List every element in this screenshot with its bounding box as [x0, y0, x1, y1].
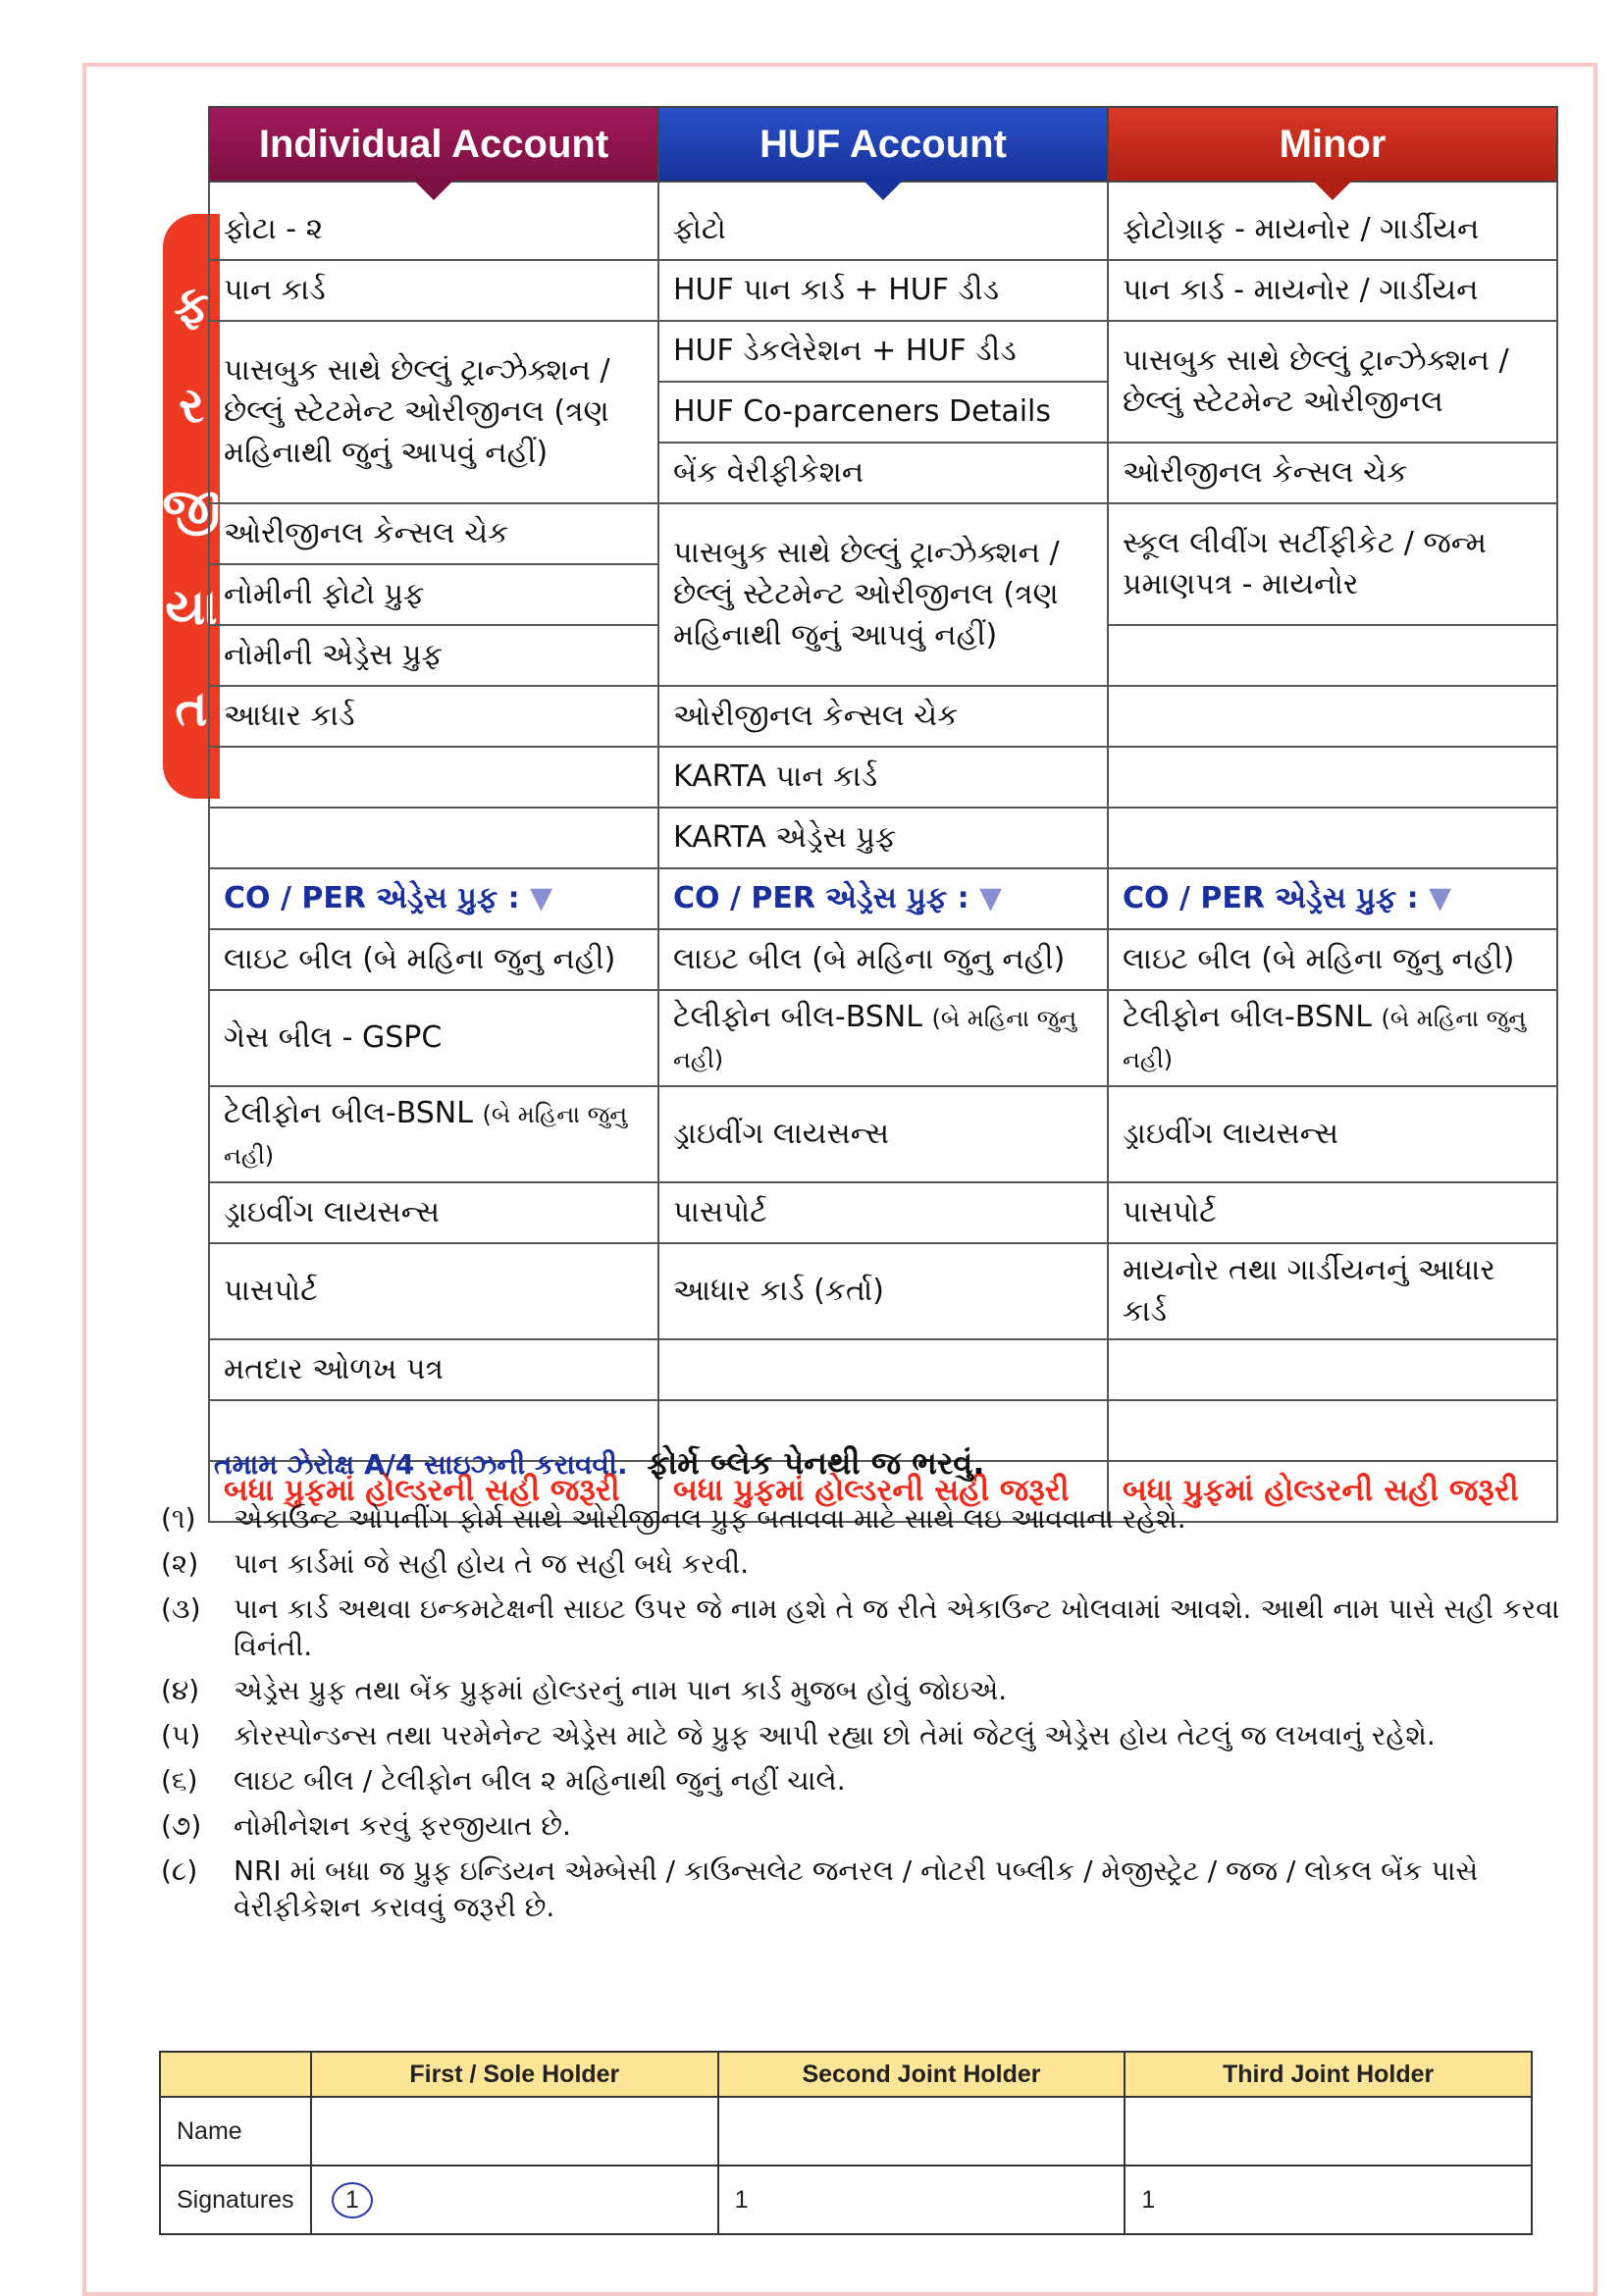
instruction-number: (૭)	[161, 1808, 202, 1842]
holder-signature-row	[160, 2166, 1532, 2234]
holder-table	[159, 2051, 1533, 2235]
signature-marker: 1	[332, 2182, 373, 2218]
document-cell: પાન કાર્ડ - માયનોર / ગાર્ડીયન	[1108, 260, 1557, 321]
document-cell	[1108, 625, 1557, 686]
address-proof-cell	[658, 1086, 1108, 1182]
instruction-text: પાન કાર્ડ અથવા ઇન્કમટેક્ષની સાઇટ ઉપર જે નામ હશે તે જ રીતે એકાઉન્ટ ખોલવામાં આવશે. આથી નામ પાસે સહી કરવા વિનંતી.	[234, 1592, 1560, 1662]
address-proof-cell	[1108, 1339, 1557, 1400]
document-cell: પાસબુક સાથે છેલ્લું ટ્રાન્ઝેક્શન / છેલ્લું સ્ટેટમેન્ટ ઓરીજીનલ	[1108, 321, 1557, 443]
instruction-item	[161, 1762, 1574, 1800]
instruction-text: કોરસ્પોન્ડન્સ તથા પરમેનેન્ટ એડ્રેસ માટે જે પ્રુફ આપી રહ્યા છો તેમાં જેટલું એડ્રેસ હોય તેટલું જ લખવાનું રહેશે.	[234, 1719, 1436, 1752]
address-proof-text: મતદાર ઓળખ પત્ર	[224, 1352, 444, 1386]
document-cell: બેંક વેરીફીકેશન	[658, 443, 1108, 503]
document-cell: પાસબુક સાથે છેલ્લું ટ્રાન્ઝેક્શન / છેલ્લું સ્ટેટમેન્ટ ઓરીજીનલ (ત્રણ મહિનાથી જુનું આપવું નહીં)	[658, 503, 1108, 686]
instruction-item	[161, 1807, 1574, 1845]
address-proof-row	[209, 929, 1557, 990]
address-proof-text: ડ્રાઇવીંગ લાયસન્સ	[224, 1195, 441, 1229]
down-triangle-icon: ▼	[530, 881, 553, 915]
document-cell: HUF પાન કાર્ડ + HUF ડીડ	[658, 260, 1108, 321]
address-proof-cell	[658, 1339, 1108, 1400]
header-pointer	[412, 179, 455, 200]
address-proof-cell	[658, 1182, 1108, 1243]
instruction-number: (૪)	[161, 1674, 200, 1707]
column-header-minor	[1108, 107, 1557, 182]
holder-header: Second Joint Holder	[718, 2052, 1126, 2097]
address-proof-text: આધાર કાર્ડ (કર્તા)	[673, 1274, 884, 1308]
signature-field[interactable]: 1	[1125, 2166, 1532, 2234]
address-proof-text: ડ્રાઇવીંગ લાયસન્સ	[1123, 1117, 1339, 1151]
address-proof-title: CO / PER એડ્રેસ પ્રુફ : ▼	[209, 868, 658, 929]
side-label-char: ફ	[174, 275, 209, 333]
address-proof-text: ડ્રાઇવીંગ લાયસન્સ	[673, 1117, 890, 1151]
instruction-number: (૫)	[161, 1719, 201, 1752]
instruction-text: લાઇટ બીલ / ટેલીફોન બીલ ૨ મહિનાથી જુનું નહીં ચાલે.	[234, 1763, 846, 1797]
column-header-huf	[658, 107, 1108, 182]
address-proof-note: (બે મહિના જુનુ નહી)	[224, 1101, 628, 1170]
document-row	[209, 260, 1557, 321]
row-label: Name	[160, 2097, 311, 2166]
signature-field[interactable]	[311, 2166, 718, 2234]
address-proof-note: (બે મહિના જુનુ નહી)	[673, 1005, 1077, 1073]
holder-table-corner	[160, 2052, 311, 2097]
document-cell: નોમીની ફોટો પ્રુફ	[209, 564, 658, 625]
side-label-char: યા	[165, 579, 218, 637]
intro-text: તમામ ઝેરોક્ષ A/4 સાઇઝની કરાવવી.	[214, 1448, 628, 1481]
address-proof-cell	[658, 1243, 1108, 1339]
down-triangle-icon: ▼	[1429, 881, 1452, 915]
instruction-text: પાન કાર્ડમાં જે સહી હોય તે જ સહી બધે કરવી.	[234, 1546, 750, 1580]
instruction-number: (૩)	[161, 1592, 201, 1625]
address-proof-cell	[1108, 1182, 1557, 1243]
address-proof-row	[209, 1182, 1557, 1243]
document-cell: ફોટા - ૨	[209, 182, 658, 260]
document-cell: HUF Co-parceners Details	[658, 382, 1108, 443]
address-proof-cell	[209, 990, 658, 1086]
document-cell: ફોટો	[658, 182, 1108, 260]
document-row	[209, 747, 1557, 808]
address-proof-text: ગેસ બીલ - GSPC	[224, 1020, 443, 1055]
name-field[interactable]	[718, 2097, 1126, 2166]
address-proof-cell	[658, 990, 1108, 1086]
document-cell: KARTA પાન કાર્ડ	[658, 747, 1108, 808]
instruction-number: (૧)	[161, 1502, 196, 1536]
column-header-individual	[209, 107, 658, 182]
address-proof-row	[209, 1339, 1557, 1400]
column-title: Individual Account	[258, 122, 609, 166]
signature-required-note: બધા પ્રુફમાં હોલ્ડરની સહી જરૂરી	[209, 1461, 658, 1522]
address-proof-cell	[1108, 990, 1557, 1086]
signature-field[interactable]: 1	[718, 2166, 1126, 2234]
side-label-char: જી	[162, 477, 221, 535]
document-row	[209, 808, 1557, 868]
address-proof-cell	[1108, 929, 1557, 990]
address-proof-cell	[658, 929, 1108, 990]
holder-header: Third Joint Holder	[1125, 2052, 1532, 2097]
address-proof-text: ટેલીફોન બીલ-BSNL	[1123, 1000, 1372, 1034]
down-triangle-icon: ▼	[979, 881, 1003, 915]
name-field[interactable]	[1125, 2097, 1532, 2166]
document-cell	[1108, 747, 1557, 808]
instruction-item	[161, 1500, 1574, 1538]
address-proof-cell	[209, 1182, 658, 1243]
row-label: Signatures	[160, 2166, 311, 2234]
address-proof-text: ટેલીફોન બીલ-BSNL	[224, 1096, 473, 1130]
address-proof-row	[209, 1243, 1557, 1339]
document-cell: નોમીની એડ્રેસ પ્રુફ	[209, 625, 658, 686]
document-cell: આધાર કાર્ડ	[209, 686, 658, 747]
document-cell: સ્કૂલ લીવીંગ સર્ટીફીકેટ / જન્મ પ્રમાણપત્ર - માયનોર	[1108, 503, 1557, 625]
instruction-item	[161, 1545, 1574, 1583]
header-pointer	[862, 179, 905, 200]
document-row	[209, 503, 1557, 564]
address-proof-text: માયનોર તથા ગાર્ડીયનનું આધાર કાર્ડ	[1123, 1253, 1495, 1329]
address-proof-text: લાઇટ બીલ (બે મહિના જુનુ નહી)	[224, 942, 616, 976]
name-field[interactable]	[311, 2097, 718, 2166]
column-title: HUF Account	[759, 122, 1007, 166]
document-cell: ઓરીજીનલ કેન્સલ ચેક	[209, 503, 658, 564]
signature-required-note: બધા પ્રુફમાં હોલ્ડરની સહી જરૂરી	[658, 1461, 1108, 1522]
requirements-table	[208, 106, 1558, 1523]
instruction-item	[161, 1591, 1574, 1665]
address-proof-cell	[209, 1339, 658, 1400]
instruction-number: (૬)	[161, 1763, 198, 1797]
address-proof-cell	[1108, 1243, 1557, 1339]
document-cell	[209, 808, 658, 868]
document-cell: પાન કાર્ડ	[209, 260, 658, 321]
holder-name-row	[160, 2097, 1532, 2166]
side-label-char: ત	[175, 680, 208, 738]
address-proof-row	[209, 1086, 1557, 1182]
instruction-text: એડ્રેસ પ્રુફ તથા બેંક પ્રુફમાં હોલ્ડરનું નામ પાન કાર્ડ મુજબ હોવું જોઇએ.	[234, 1674, 1008, 1707]
document-cell: HUF ડેકલેરેશન + HUF ડીડ	[658, 321, 1108, 382]
intro-emphasis: ફોર્મ બ્લેક પેનથી જ ભરવું.	[647, 1444, 985, 1482]
document-cell: પાસબુક સાથે છેલ્લું ટ્રાન્ઝેક્શન / છેલ્લું સ્ટેટમેન્ટ ઓરીજીનલ (ત્રણ મહિનાથી જુનું આપવું નહીં)	[209, 321, 658, 503]
address-proof-title: CO / PER એડ્રેસ પ્રુફ : ▼	[658, 868, 1108, 929]
document-row	[209, 321, 1557, 382]
holder-header: First / Sole Holder	[311, 2052, 718, 2097]
column-title: Minor	[1279, 122, 1387, 166]
document-cell	[209, 747, 658, 808]
address-proof-text: પાસપોર્ટ	[1123, 1195, 1217, 1229]
document-cell: KARTA એડ્રેસ પ્રુફ	[658, 808, 1108, 868]
document-row	[209, 686, 1557, 747]
instruction-item	[161, 1852, 1574, 1927]
notes-list	[161, 1500, 1574, 1926]
side-label-char: ર	[179, 376, 204, 434]
instruction-text: નોમીનેશન કરવું ફરજીયાત છે.	[234, 1808, 571, 1842]
instruction-text: NRI માં બધા જ પ્રુફ ઇન્ડિયન એમ્બેસી / કાઉન્સલેટ જનરલ / નોટરી પબ્લીક / મેજીસ્ટ્રેટ / જજ / લોકલ બેંક પાસે વેરીફીકેશન કરાવવું જરૂરી છે.	[234, 1853, 1479, 1924]
address-proof-cell	[209, 929, 658, 990]
instructions-intro	[214, 1442, 1574, 1485]
instruction-number: (૨)	[161, 1546, 199, 1580]
instruction-text: એકાઉન્ટ ઓપનીંગ ફોર્મ સાથે ઓરીજીનલ પ્રુફ બતાવવા માટે સાથે લઇ આવવાના રહેશે.	[234, 1502, 1186, 1536]
address-proof-row	[209, 990, 1557, 1086]
address-title-row	[209, 868, 1557, 929]
address-proof-text: લાઇટ બીલ (બે મહિના જુનુ નહી)	[673, 942, 1066, 976]
document-cell: ઓરીજીનલ કેન્સલ ચેક	[1108, 443, 1557, 503]
address-proof-text: ટેલીફોન બીલ-BSNL	[673, 1000, 922, 1034]
address-proof-cell	[1108, 1086, 1557, 1182]
document-cell: ઓરીજીનલ કેન્સલ ચેક	[658, 686, 1108, 747]
signature-required-note: બધા પ્રુફમાં હોલ્ડરની સહી જરૂરી	[1108, 1461, 1557, 1522]
address-proof-text: પાસપોર્ટ	[673, 1195, 767, 1229]
instruction-number: (૮)	[161, 1853, 198, 1887]
instructions	[161, 1442, 1574, 1934]
address-proof-note: (બે મહિના જુનુ નહી)	[1123, 1005, 1527, 1073]
instruction-item	[161, 1672, 1574, 1709]
document-cell: ફોટોગ્રાફ - માયનોર / ગાર્ડીયન	[1108, 182, 1557, 260]
address-proof-title: CO / PER એડ્રેસ પ્રુફ : ▼	[1108, 868, 1557, 929]
address-proof-cell	[209, 1086, 658, 1182]
address-proof-text: લાઇટ બીલ (બે મહિના જુનુ નહી)	[1123, 942, 1515, 976]
document-cell	[1108, 808, 1557, 868]
address-proof-cell	[209, 1243, 658, 1339]
document-cell	[1108, 686, 1557, 747]
instruction-item	[161, 1717, 1574, 1754]
address-proof-text: પાસપોર્ટ	[224, 1274, 318, 1308]
header-pointer	[1311, 179, 1354, 200]
